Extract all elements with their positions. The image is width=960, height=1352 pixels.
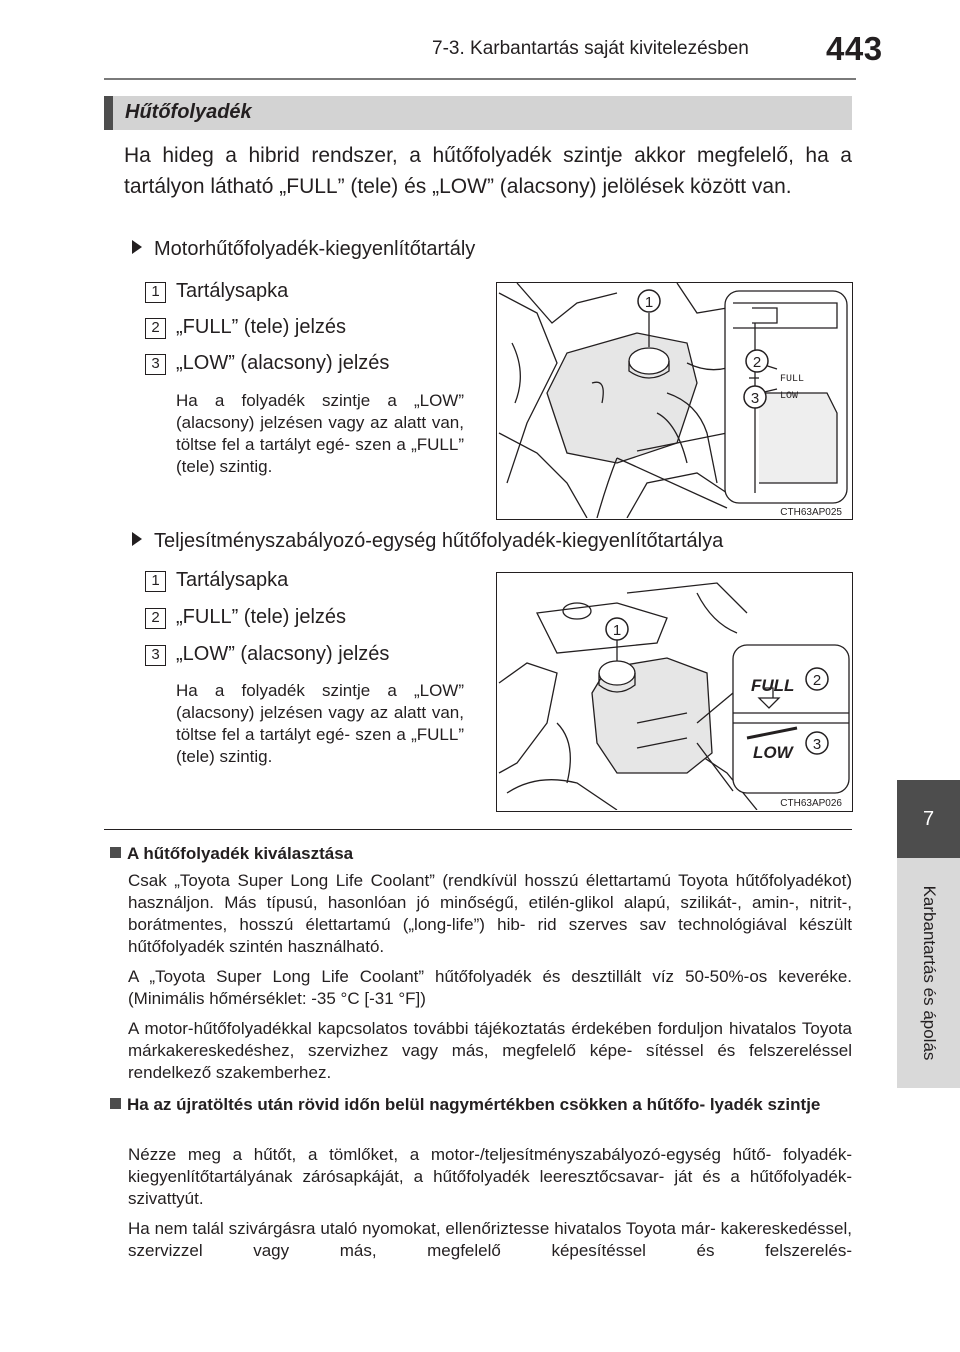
section-title: Hűtőfolyadék [125, 101, 252, 123]
square-bullet-icon [110, 847, 121, 858]
triangle-bullet-icon [132, 240, 142, 254]
note-paragraph: Csak „Toyota Super Long Life Coolant” (rendkívül hosszú élettartamú Toyota hűtőfolyadékot) használjon. Más típusú, hasonlóan jó minőségű, etilén-glikol alapú, szilikát-, amin-, nitrit-, borátmentes, hosszú élettartamú („long-life”) hib- rid szerves sav technológiával készült hűtőfolyadék szintén használható. [128, 871, 852, 956]
low-mark-text: LOW [780, 391, 799, 402]
note-paragraph: Nézze meg a hűtőt, a tömlőket, a motor-/teljesítményszabályozó-egység hűtő- folyadék-kiegyenlítőtartályának zárósapkáját, a hűtőfolyadék leeresztőcsavar- ját és a hűtőfolyadék-szivattyút. [128, 1145, 852, 1208]
callout-label: 2 [812, 672, 822, 689]
figure-code: CTH63AP025 [780, 507, 842, 518]
note-paragraph: A motor-hűtőfolyadékkal kapcsolatos további tájékoztatás érdekében forduljon hivatalos Toyota márkakereskedéshez, szervizhez vagy más, megfelelő képe- sítéssel és felszereléssel rendelkező szakemberhez. [128, 1019, 852, 1082]
item-label: „LOW” (alacsony) jelzés [176, 352, 390, 374]
chapter-tab [897, 858, 960, 1088]
pcu-reservoir-illustration [497, 573, 851, 810]
item-number-badge: 3 [145, 354, 166, 375]
note-paragraph: A „Toyota Super Long Life Coolant” hűtőfolyadék és desztillált víz 50-50%-os keveréke. (Minimális hőmérséklet: -35 °C [-31 °F]) [128, 967, 852, 1008]
callout-label: 3 [750, 390, 760, 407]
full-mark-text: FULL [780, 374, 805, 385]
chapter-tab-number: 7 [897, 780, 960, 858]
item-number-badge: 3 [145, 645, 166, 666]
item-number-badge: 1 [145, 282, 166, 303]
item-number-badge: 1 [145, 571, 166, 592]
block-title-engine-reservoir: Motorhűtőfolyadék-kiegyenlítőtartály [132, 238, 475, 261]
item-label: Tartálysapka [176, 569, 289, 591]
item-number-badge: 2 [145, 318, 166, 339]
item-label: „FULL” (tele) jelzés [176, 606, 347, 628]
block-title-pcu-reservoir: Teljesítményszabályozó-egység hűtőfolyadék-kiegyenlítőtartálya [132, 530, 723, 553]
note-heading-coolant-selection: A hűtőfolyadék kiválasztása [110, 842, 852, 865]
low-mark-text: LOW [753, 743, 793, 762]
triangle-bullet-icon [132, 532, 142, 546]
note-paragraph: Ha nem talál szivárgásra utaló nyomokat, ellenőriztesse hivatalos Toyota már- kakereskedéssel, szervizzel vagy más, megfelelő képesítéssel és felszerelés- [128, 1219, 852, 1260]
full-mark-text: FULL [751, 676, 795, 695]
callout-label: 3 [812, 736, 822, 753]
page-number: 443 [826, 30, 883, 67]
callout-label: 1 [612, 622, 622, 639]
intro-paragraph: Ha hideg a hibrid rendszer, a hűtőfolyadék szintje akkor megfelelő, ha a tartályon látható „FULL” (tele) és „LOW” (alacsony) jelölések között van. [124, 144, 852, 198]
section-divider [104, 829, 852, 830]
figure-pcu-coolant-reservoir [496, 572, 853, 812]
callout-label: 1 [644, 294, 654, 311]
item-note: Ha a folyadék szintje a „LOW” (alacsony) jelzésen vagy az alatt van, töltse fel a tartályt egé- szen a „FULL” (tele) szintig. [176, 391, 464, 476]
item-label: Tartálysapka [176, 280, 289, 302]
callout-label: 2 [752, 354, 762, 371]
header-rule [104, 78, 856, 80]
figure-engine-coolant-reservoir [496, 282, 853, 520]
section-heading [104, 96, 852, 130]
chapter-tab-label: Karbantartás és ápolás [919, 885, 939, 1061]
item-number-badge: 2 [145, 608, 166, 629]
figure-code: CTH63AP026 [780, 798, 842, 809]
item-label: „FULL” (tele) jelzés [176, 316, 347, 338]
square-bullet-icon [110, 1098, 121, 1109]
item-note: Ha a folyadék szintje a „LOW” (alacsony) jelzésen vagy az alatt van, töltse fel a tartályt egé- szen a „FULL” (tele) szintig. [176, 681, 464, 766]
item-label: „LOW” (alacsony) jelzés [176, 643, 390, 665]
running-header-section: 7-3. Karbantartás saját kivitelezésben [432, 38, 749, 59]
engine-reservoir-illustration [497, 283, 851, 518]
note-heading-level-drop: Ha az újratöltés után rövid időn belül nagymértékben csökken a hűtőfo- lyadék szintje [110, 1093, 852, 1116]
